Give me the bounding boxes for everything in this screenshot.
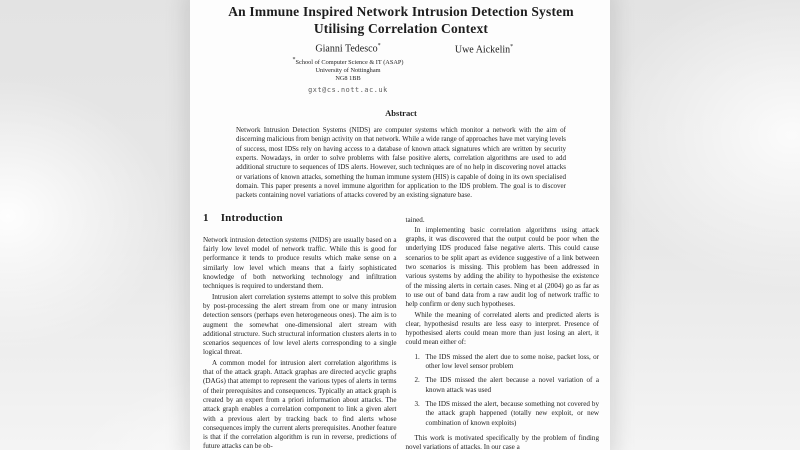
column-left (203, 213, 397, 450)
paper-page (190, 0, 610, 450)
affiliation-postcode: NG8 1BB (335, 75, 361, 83)
affiliation-university: University of Nottingham (315, 67, 381, 75)
left-paragraph-2: Intrusion alert correlation systems attempt to solve this problem by post-processing the alert stream from one or many intrusion detection sensors (perhaps even heterogeneous ones). The aim is to augment the somewhat one-dimensional alert stream with additional structure. Such structural information clusters alerts in to scenarios sequences of low level alerts corresponding to a single logical threat. (203, 292, 397, 357)
section-1-title: Introduction (220, 212, 283, 224)
author-2-affiliation-marker: * (510, 44, 514, 50)
left-paragraph-3: A common model for intrusion alert correlation algorithms is that of the attack graph. Attack graphas are directed acyclic graphs (DAGs) that attempt to represent the various types of alerts in terms of their prerequisites and consequences. Typically an attack graph is created by an expert from a priori information about attacks. The attack graph enables a correlation component to link a given alert with a previous alert by tracking back to find alerts whose consequences imply the current alerts prerequisites. Another feature is that if the correlation algorithm is run in reverse, predictions of future attacks can be ob- (203, 358, 397, 450)
author-block-1 (272, 43, 424, 94)
author-affiliation (272, 57, 424, 82)
right-paragraph-1: In implementing basic correlation algorithms using attack graphs, it was discovered that the output could be poor when the underlying IDS produced false negative alerts. This could cause scenarios to be split apart as evidence suggestive of a link between two scenarios is missing. This problem has been addressed in various systems by adding the ability to hypothesise the existence of the missing alerts in certain cases. Ning et al (2004) go as far as to use out of band data from a raw audit log of network traffic to help confirm or deny such hypotheses. (405, 225, 599, 309)
list-item-1 (406, 353, 600, 372)
author-1-affiliation-marker: * (377, 43, 381, 49)
abstract-heading: Abstract (385, 107, 417, 118)
left-paragraph-1: Network intrusion detection systems (NIDS) are usually based on a fairly low level model of network traffic. While this is good for performance it tends to produce results which make sense on a similarly low level which means that a fairly sophisticated knowledge of both networking technology and infiltration techniques is required to understand them. (203, 235, 397, 291)
right-paragraph-2: While the meaning of correlated alerts and predicted alerts is clear, hypothesisd results are less easy to interpret. Presence of hypothesised alerts could mean more than just losing an alert, it could mean either of: (405, 310, 599, 347)
list-item-1-number: 1. (414, 352, 420, 361)
list-item-3 (406, 400, 600, 428)
author-name-2 (438, 44, 530, 55)
paper-title-line-2: Utilising Correlation Context (313, 20, 489, 36)
list-item-1-text: The IDS missed the alert due to some noise, packet loss, or other low level sensor problem (425, 352, 599, 371)
list-item-2-number: 2. (414, 376, 420, 385)
affiliation-marker: * (292, 57, 296, 64)
author-row (203, 43, 599, 94)
right-closing-paragraph: This work is motivated specifically by the problem of finding novel variations of attacks. In our case a (405, 433, 599, 450)
affiliation-dept-text: School of Computer Science & IT (ASAP) (295, 59, 404, 67)
abstract-text: Network Intrusion Detection Systems (NIDS) are computer systems which monitor a network with the aim of discerning malicious from benign activity on that network. While a wide range of approaches have met varying levels of success, most IDSs rely on having access to a database of known attack signatures which are written by security experts. Nowadays, in order to solve problems with false positive alerts, correlation algorithms are used to add additional structure to sequences of IDS alerts. However, such techniques are of no help in discovering novel attacks or variations of known attacks, something the human immune system (HIS) is capable of doing in its own specialised domain. This paper presents a novel immune algorithm for application to the IDS problem. The goal is to discover packets containing novel variations of attacks covered by an existing signature base. (236, 125, 566, 200)
author-email: gxt@cs.nott.ac.uk (308, 85, 388, 94)
section-1-number: 1 (203, 212, 209, 224)
author-name-1 (272, 43, 424, 54)
author-1-text: Gianni Tedesco (315, 43, 378, 55)
author-2-text: Uwe Aickelin (454, 44, 511, 56)
affiliation-dept (272, 57, 424, 67)
list-item-3-text: The IDS missed the alert, because something not covered by the attack graph happened (totally new exploit, or new combination of known exploits) (425, 399, 599, 427)
list-item-2-text: The IDS missed the alert because a novel variation of a known attack was used (425, 376, 599, 394)
right-continuation-word: tained. (405, 215, 425, 224)
numbered-list (406, 353, 600, 428)
paper-title-line-1: An Immune Inspired Network Intrusion Detection System (228, 4, 574, 19)
column-right (406, 213, 600, 450)
list-item-3-number: 3. (414, 399, 420, 408)
paper-title (203, 4, 599, 37)
list-item-2 (406, 376, 600, 395)
author-block-2 (438, 43, 530, 55)
section-1-heading (203, 214, 397, 223)
two-column-body (203, 213, 599, 450)
